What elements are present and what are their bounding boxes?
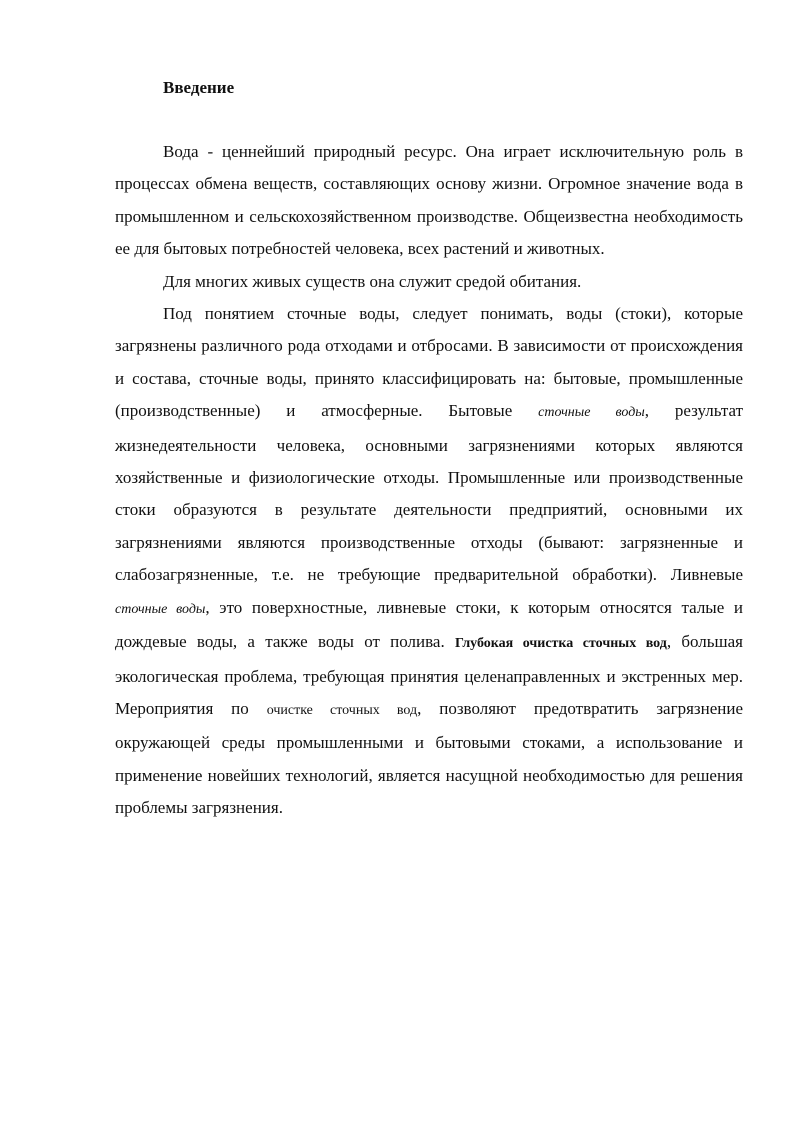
emphasis-term: сточные воды <box>538 405 645 421</box>
paragraph-2: Для многих живых существ она служит средой обитания. <box>163 271 582 291</box>
paragraph-3-text: , большая экологическая проблема, требующая принятия целенаправленных и экстренных мер. Мероприятия по <box>115 632 743 718</box>
paragraph-3-text: Под понятием сточные воды, следует понимать, воды (стоки), которые загрязнены различного рода отходами и отбросами. В зависимости от происхождения и состава, сточные воды, принято классифицировать на: бытовые, промышленные (производственные) и атмосферные. Бытовые <box>115 304 743 421</box>
paragraph-3-text: , результат жизнедеятельности человека, основными загрязнениями которых являются хозяйственные и физиологические отходы. Промышленные или производственные стоки образуются в результате деятельности предприятий, основными их загрязнениями являются производственные отходы (бывают: загрязненные и слабозагрязненные, т.е. не требующие предварительной обработки). Ливневые <box>115 401 743 585</box>
paragraph-3-text: , позволяют предотвратить загрязнение окружающей среды промышленными и бытовыми стоками, а использование и применение новейших технологий, является насущной необходимостью для решения проблемы загрязнения. <box>115 698 743 818</box>
paragraph-1: Вода - ценнейший природный ресурс. Она играет исключительную роль в процессах обмена веществ, составляющих основу жизни. Огромное значение вода в промышленном и сельскохозяйственном производстве. Общеизвестна необходимость ее для бытовых потребностей человека, всех растений и животных. <box>115 142 743 259</box>
bold-term: Глубокая очистка сточных вод <box>454 636 667 652</box>
section-heading: Введение <box>163 78 235 97</box>
emphasis-term: сточные воды <box>115 601 206 617</box>
paragraph-3-text: , это поверхностные, ливневые стоки, к которым относятся талые и дождевые воды, а также воды от полива. <box>115 597 743 652</box>
paragraph-3 <box>115 298 743 825</box>
small-term: очистке сточных вод <box>266 702 418 718</box>
